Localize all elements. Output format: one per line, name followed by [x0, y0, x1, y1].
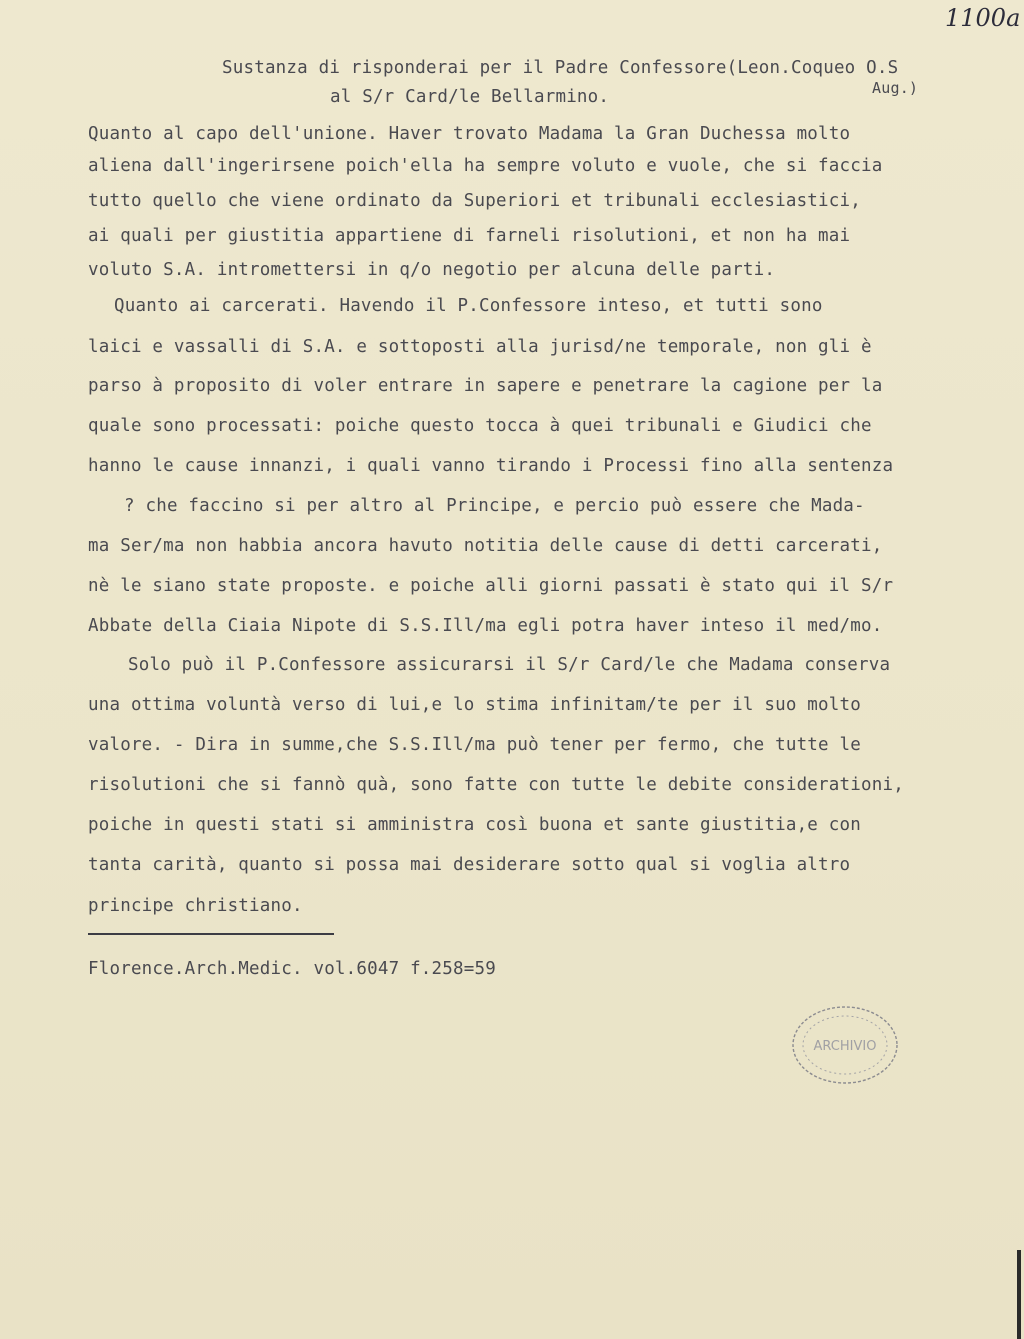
body-line: quale sono processati: poiche questo tocca à quei tribunali e Giudici che — [88, 416, 872, 436]
heading-aug-note: Aug.) — [872, 79, 919, 97]
body-line: Quanto ai carcerati. Havendo il P.Confessore inteso, et tutti sono — [114, 296, 823, 316]
stamp-lettering: ARCHIVIO — [813, 1039, 877, 1054]
body-line: parso à proposito di voler entrare in sapere e penetrare la cagione per la — [88, 376, 883, 396]
body-line: hanno le cause innanzi, i quali vanno tirando i Processi fino alla sentenza — [88, 456, 894, 476]
body-line: tanta carità, quanto si possa mai desiderare sotto qual si voglia altro — [88, 855, 851, 875]
body-line: Solo può il P.Confessore assicurarsi il S/r Card/le che Madama conserva — [128, 655, 891, 675]
body-line: poiche in questi stati si amministra così buona et sante giustitia,e con — [88, 815, 861, 835]
body-line: ? che faccino si per altro al Principe, e percio può essere che Mada- — [124, 496, 865, 516]
scan-edge-mark — [1017, 1250, 1021, 1339]
body-line: laici e vassalli di S.A. e sottoposti alla jurisd/ne temporale, non gli è — [88, 337, 872, 357]
body-line: Abbate della Ciaia Nipote di S.S.Ill/ma egli potra haver inteso il med/mo. — [88, 616, 883, 636]
folio-number: 1100a — [945, 4, 1021, 32]
body-line: valore. - Dira in summe,che S.S.Ill/ma può tener per fermo, che tutte le — [88, 735, 861, 755]
heading-line-2: al S/r Card/le Bellarmino. — [330, 87, 610, 107]
archive-citation: Florence.Arch.Medic. vol.6047 f.258=59 — [88, 959, 496, 979]
body-line: principe christiano. — [88, 896, 303, 916]
footnote-divider — [88, 933, 334, 935]
body-line: voluto S.A. intromettersi in q/o negotio per alcuna delle parti. — [88, 260, 776, 280]
body-line: aliena dall'ingerirsene poich'ella ha sempre voluto e vuole, che si faccia — [88, 156, 883, 176]
body-line: Quanto al capo dell'unione. Haver trovato Madama la Gran Duchessa molto — [88, 124, 851, 144]
body-line: risolutioni che si fannò quà, sono fatte con tutte le debite considerationi, — [88, 775, 904, 795]
body-line: ma Ser/ma non habbia ancora havuto notitia delle cause di detti carcerati, — [88, 536, 883, 556]
body-line: una ottima voluntà verso di lui,e lo stima infinitam/te per il suo molto — [88, 695, 861, 715]
body-line: ai quali per giustitia appartiene di farneli risolutioni, et non ha mai — [88, 226, 851, 246]
heading-line-1: Sustanza di risponderai per il Padre Confessore(Leon.Coqueo O.S — [222, 58, 899, 78]
archive-stamp — [788, 1002, 902, 1088]
body-line: nè le siano state proposte. e poiche alli giorni passati è stato qui il S/r — [88, 576, 894, 596]
body-line: tutto quello che viene ordinato da Superiori et tribunali ecclesiastici, — [88, 191, 861, 211]
